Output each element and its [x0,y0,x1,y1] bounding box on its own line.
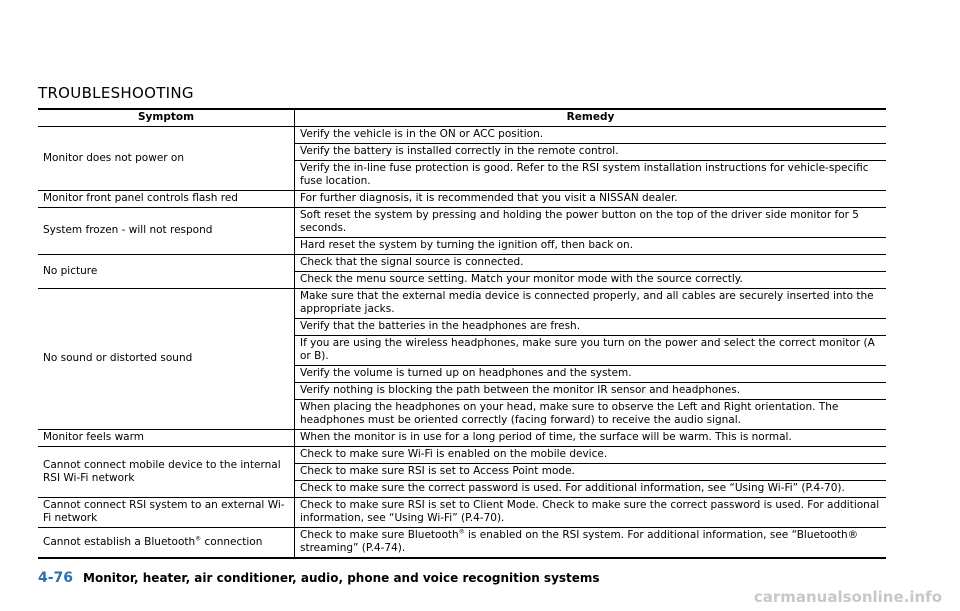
symptom-text: Cannot establish a Bluetooth [43,535,196,548]
table-row [38,430,886,447]
table-row [38,498,886,528]
symptom-cell [38,528,295,559]
remedy-cell: Verify the volume is turned up on headphones and the system. [295,366,887,383]
remedy-cell: Verify the vehicle is in the ON or ACC position. [295,127,887,144]
remedy-cell [295,528,887,559]
remedy-cell: Check to make sure RSI is set to Client Mode. Check to make sure the correct password is used. For additional information, see “Using Wi-Fi” (P.4-70). [295,498,887,528]
remedy-cell: Make sure that the external media device is connected properly, and all cables are securely inserted into the appropriate jacks. [295,289,887,319]
remedy-cell: Verify the battery is installed correctly in the remote control. [295,144,887,161]
table-row [38,127,886,144]
symptom-cell: No sound or distorted sound [38,289,295,430]
remedy-cell: When the monitor is in use for a long period of time, the surface will be warm. This is normal. [295,430,887,447]
table-row-bluetooth [38,528,886,559]
remedy-cell: Hard reset the system by turning the ignition off, then back on. [295,238,887,255]
remedy-cell: Check the menu source setting. Match your monitor mode with the source correctly. [295,272,887,289]
remedy-cell: Check to make sure RSI is set to Access Point mode. [295,464,887,481]
symptom-cell: System frozen - will not respond [38,208,295,255]
symptom-cell: Monitor front panel controls flash red [38,191,295,208]
registered-mark: ® [458,528,465,536]
table-row [38,255,886,272]
remedy-cell: Check to make sure Wi-Fi is enabled on the mobile device. [295,447,887,464]
table-row [38,208,886,238]
remedy-cell: For further diagnosis, it is recommended that you visit a NISSAN dealer. [295,191,887,208]
symptom-cell: Monitor does not power on [38,127,295,191]
symptom-cell: Cannot connect RSI system to an external Wi-Fi network [38,498,295,528]
table-body [38,127,886,559]
table-header-row [38,109,886,127]
remedy-text-end: is enabled on the RSI system. For additional information, see “Bluetooth® streaming” (P.4-74). [300,529,859,554]
symptom-cell: Monitor feels warm [38,430,295,447]
remedy-cell: Verify nothing is blocking the path between the monitor IR sensor and headphones. [295,383,887,400]
remedy-header: Remedy [295,109,887,127]
symptom-text-end: connection [201,535,263,548]
remedy-cell: Check that the signal source is connected. [295,255,887,272]
remedy-cell: If you are using the wireless headphones, make sure you turn on the power and select the correct monitor (A or B). [295,336,887,366]
section-title: Monitor, heater, air conditioner, audio, phone and voice recognition systems [83,571,600,585]
remedy-cell: Soft reset the system by pressing and holding the power button on the top of the driver side monitor for 5 seconds. [295,208,887,238]
table-row [38,289,886,319]
registered-mark: ® [195,535,202,542]
symptom-cell: Cannot connect mobile device to the internal RSI Wi-Fi network [38,447,295,498]
troubleshooting-table [38,108,886,559]
symptom-header: Symptom [38,109,295,127]
table-row [38,447,886,464]
remedy-text: Check to make sure Bluetooth [300,529,459,541]
page-title: TROUBLESHOOTING [38,84,194,102]
page-footer [38,570,600,586]
page-number: 4-76 [38,570,74,586]
symptom-cell: No picture [38,255,295,289]
remedy-cell: Verify the in-line fuse protection is good. Refer to the RSI system installation instructions for vehicle-specific fuse location. [295,161,887,191]
table-row [38,191,886,208]
remedy-cell: When placing the headphones on your head, make sure to observe the Left and Right orientation. The headphones must be oriented correctly (facing forward) to receive the audio signal. [295,400,887,430]
remedy-cell: Check to make sure the correct password is used. For additional information, see “Using Wi-Fi” (P.4-70). [295,481,887,498]
remedy-cell: Verify that the batteries in the headphones are fresh. [295,319,887,336]
watermark: carmanualsonline.info [753,588,942,606]
